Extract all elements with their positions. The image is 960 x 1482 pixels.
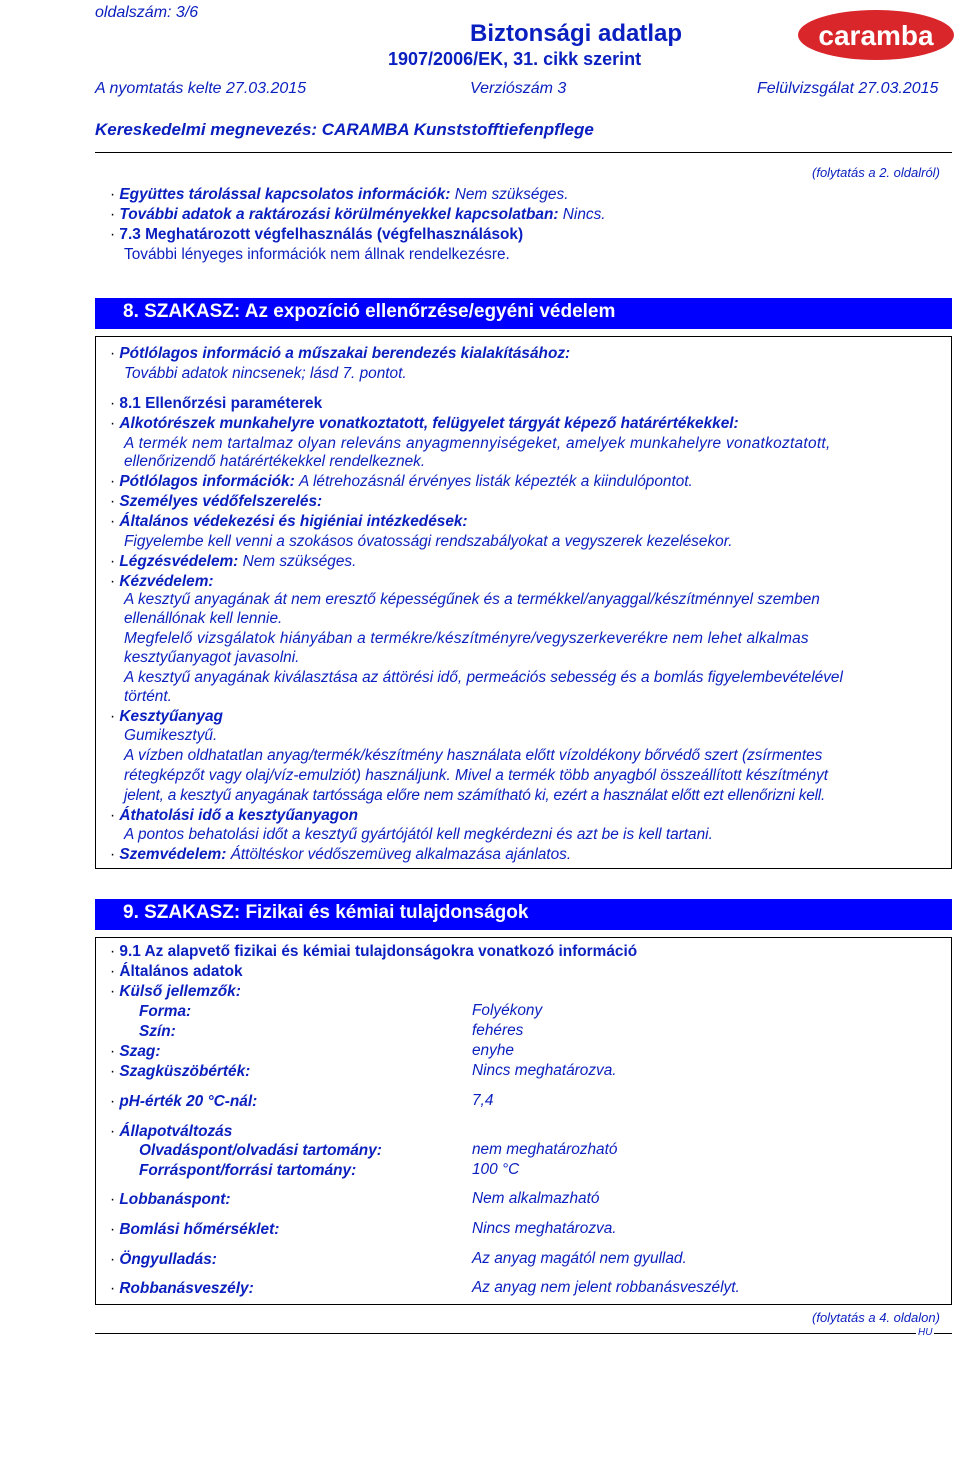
form-value: Folyékony xyxy=(472,1002,543,1019)
print-date: A nyomtatás kelte 27.03.2015 xyxy=(95,80,307,97)
basic-properties-label: 9.1 Az alapvető fizikai és kémiai tulajdonságokra vonatkozó információ xyxy=(119,943,638,960)
explosion-value: Az anyag nem jelent robbanásveszélyt. xyxy=(472,1279,740,1296)
odor-label: Szag: xyxy=(119,1043,161,1060)
general-info-label: Általános adatok xyxy=(119,963,243,980)
hygiene-label: Általános védekezési és higiéniai intézkedések: xyxy=(119,513,468,530)
respiratory-value: Nem szükséges. xyxy=(242,553,357,570)
hygiene-value: Figyelembe kell venni a szokásos óvatossági rendszabályokat a vegyszerek kezelésekor. xyxy=(124,533,733,550)
state-change-label: Állapotváltozás xyxy=(119,1123,233,1140)
footer-divider xyxy=(95,1333,952,1334)
trade-name: Kereskedelmi megnevezés: CARAMBA Kunststofftiefenpflege xyxy=(95,120,594,139)
section-8-heading-bar xyxy=(95,298,952,329)
section-8-heading: 8. SZAKASZ: Az expozíció ellenőrzése/egyéni védelem xyxy=(123,301,616,322)
storage-extra-value: Nincs. xyxy=(562,206,606,223)
decomposition-label: Bomlási hőmérséklet: xyxy=(119,1221,280,1238)
melting-label: Olvadáspont/olvadási tartomány: xyxy=(139,1142,382,1159)
extra-info-label: Pótlólagos információk: xyxy=(119,473,295,490)
continued-to: (folytatás a 4. oldalon) xyxy=(812,1310,940,1325)
odor-threshold-label: Szagküszöbérték: xyxy=(119,1063,251,1080)
form-label: Forma: xyxy=(139,1003,192,1020)
hand-protection-3: Megfelelő vizsgálatok hiányában a termékre/készítményre/vegyszerkeverékre nem lehet alkalmas xyxy=(124,630,809,647)
language-code: HU xyxy=(918,1327,933,1338)
decomposition-value: Nincs meghatározva. xyxy=(472,1220,617,1237)
hand-protection-label: Kézvédelem: xyxy=(119,573,214,590)
eye-protection-value: Áttöltéskor védőszemüveg alkalmazása ajánlatos. xyxy=(230,846,572,863)
ph-label: pH-érték 20 °C-nál: xyxy=(119,1093,258,1110)
ppe-label: Személyes védőfelszerelés: xyxy=(119,493,323,510)
specific-end-use-label: 7.3 Meghatározott végfelhasználás (végfelhasználások) xyxy=(119,226,524,243)
storage-extra-label: További adatok a raktározási körülményekkel kapcsolatban: xyxy=(119,206,559,223)
header-divider xyxy=(95,152,952,153)
exposure-limits-label: Alkotórészek munkahelyre vonatkoztatott, felügyelet tárgyát képező határértékekkel: xyxy=(119,415,739,432)
exposure-limits-value-1: A termék nem tartalmaz olyan releváns anyagmennyiségeket, amelyek munkahelyre vonatkoztatott, xyxy=(124,435,831,452)
penetration-time-value: A pontos behatolási időt a kesztyű gyártójától kell megkérdezni és azt be is kell tartani. xyxy=(124,826,713,843)
appearance-label: Külső jellemzők: xyxy=(119,983,241,1000)
boiling-value: 100 °C xyxy=(472,1161,520,1178)
self-ignition-label: Öngyulladás: xyxy=(119,1251,217,1268)
logo-text: caramba xyxy=(818,20,934,51)
page-number: oldalszám: 3/6 xyxy=(95,4,199,21)
storage-together-value: Nem szükséges. xyxy=(454,186,569,203)
continued-from: (folytatás a 2. oldalról) xyxy=(812,165,940,180)
boiling-label: Forráspont/forrási tartomány: xyxy=(139,1162,357,1179)
storage-together-info: · Együttes tárolással kapcsolatos információk: Nem szükséges. xyxy=(110,186,569,203)
version-number: Verziószám 3 xyxy=(470,80,567,97)
ph-value: 7,4 xyxy=(472,1092,494,1109)
hand-protection-1: A kesztyű anyagának át nem eresztő képességűnek és a termékkel/anyaggal/készítménnyel szemben xyxy=(124,591,820,608)
storage-extra-info: · További adatok a raktározási körülményekkel kapcsolatban: Nincs. xyxy=(110,206,606,223)
explosion-label: Robbanásveszély: xyxy=(119,1280,254,1297)
flash-point-value: Nem alkalmazható xyxy=(472,1190,600,1207)
color-value: fehéres xyxy=(472,1022,524,1039)
flash-point-label: Lobbanáspont: xyxy=(119,1191,231,1208)
document-subtitle: 1907/2006/EK, 31. cikk szerint xyxy=(388,49,642,69)
exposure-limits-value-2: ellenőrizendő határértékekkel rendelkeznek. xyxy=(124,453,426,470)
extra-info-value: A létrehozásnál érvényes listák képezték a kiindulópontot. xyxy=(299,473,693,490)
glove-material-2: A vízben oldhatatlan anyag/termék/készítmény használata előtt vízoldékony bőrvédő szert (zsírmentes xyxy=(124,747,823,764)
penetration-time-label: Áthatolási idő a kesztyűanyagon xyxy=(119,807,359,824)
hand-protection-4: kesztyűanyagot javasolni. xyxy=(124,649,300,666)
glove-material-1: Gumikesztyű. xyxy=(124,727,218,744)
color-label: Szín: xyxy=(139,1023,176,1040)
specific-end-use: · 7.3 Meghatározott végfelhasználás (végfelhasználások) xyxy=(110,226,524,243)
tech-measures-value: További adatok nincsenek; lásd 7. pontot. xyxy=(124,365,407,382)
review-date: Felülvizsgálat 27.03.2015 xyxy=(757,80,939,97)
section-9-heading: 9. SZAKASZ: Fizikai és kémiai tulajdonságok xyxy=(123,902,529,923)
melting-value: nem meghatározható xyxy=(472,1141,618,1158)
document-title: Biztonsági adatlap xyxy=(470,20,683,47)
control-parameters-label: 8.1 Ellenőrzési paraméterek xyxy=(119,395,323,412)
hand-protection-6: történt. xyxy=(124,688,172,705)
respiratory-label: Légzésvédelem: xyxy=(119,553,239,570)
self-ignition-value: Az anyag magától nem gyullad. xyxy=(472,1250,687,1267)
glove-material-3: rétegképzőt vagy olaj/víz-emulziót) használjunk. Mivel a termék több anyagból összeállított készítményt xyxy=(124,767,829,784)
glove-material-4: jelent, a kesztyű anyagának tartóssága előre nem számítható ki, ezért a használat előtt ezt ellenőrizni kell. xyxy=(124,787,826,804)
eye-protection-label: Szemvédelem: xyxy=(119,846,227,863)
tech-measures-label: Pótlólagos információ a műszakai berendezés kialakításához: xyxy=(119,345,571,362)
odor-threshold-value: Nincs meghatározva. xyxy=(472,1062,617,1079)
hand-protection-5: A kesztyű anyagának kiválasztása az áttörési idő, permeációs sebesség és a bomlás figyelembevételével xyxy=(124,669,843,686)
glove-material-label: Kesztyűanyag xyxy=(119,708,223,725)
caramba-logo xyxy=(797,9,955,61)
storage-together-label: Együttes tárolással kapcsolatos információk: xyxy=(119,186,451,203)
section-9-heading-bar xyxy=(95,899,952,930)
odor-value: enyhe xyxy=(472,1042,514,1059)
specific-end-use-value: További lényeges információk nem állnak rendelkezésre. xyxy=(124,246,510,263)
hand-protection-2: ellenállónak kell lennie. xyxy=(124,610,283,627)
